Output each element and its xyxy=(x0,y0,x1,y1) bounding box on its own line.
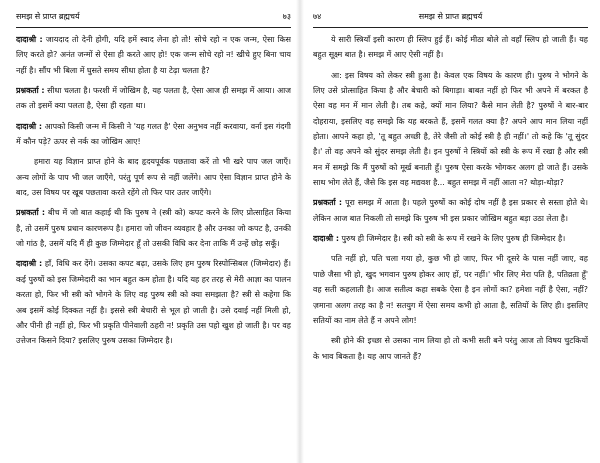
paragraph-text: स्त्री होने की इच्छा से उसका नाम लिया हो तो कभी सती बने परंतु आज तो विषय चुटकियों के भाव बिकता है। यह आप जानते हैं? xyxy=(313,336,588,361)
paragraph xyxy=(16,83,291,114)
left-page-header xyxy=(16,7,291,28)
paragraph xyxy=(16,205,291,251)
speaker-label: प्रश्नकर्ता : xyxy=(313,198,343,208)
paragraph xyxy=(313,251,588,328)
speaker-label: प्रश्नकर्ता : xyxy=(16,86,45,96)
paragraph xyxy=(313,195,588,226)
paragraph-text: पुरुष ही जिम्मेदार है। स्त्री को स्त्री के रूप में रखने के लिए पुरुष ही जिम्मेदार है। xyxy=(339,234,566,244)
left-page xyxy=(16,0,291,463)
paragraph xyxy=(313,333,588,364)
right-page xyxy=(313,0,588,463)
paragraph-text: पति नहीं हो, पति चला गया हो, कुछ भी हो जाए, फिर भी दूसरे के पास नहीं जाए, वह पाछे जैसा भी हो, खुद भगवान पुरुष होकर आए हों, पर नहीं।' भीर लिए मेरा पति है, पतिव्रता हूँ' वह सती कहलाती है। आज सतीत्व कहा सबके ऐसा है इन लोगों का? हमेशा नहीं है ऐसा, नहीं? ज़माना अलग तरह का है न! सतयुग में ऐसा समय कभी हो आता है, सतियों के लिए ही। इसलिए सतियों का नाम लेते हैं न अपने लोग! xyxy=(313,254,588,325)
left-page-body xyxy=(16,28,291,349)
left-running-title: समझ से प्राप्त ब्रह्मचर्य xyxy=(16,12,80,21)
paragraph-text: ये सारी स्त्रियाँ इसी कारण ही स्लिप हुई हैं। कोई मीठा बोले तो वहाँ स्लिप हो जाती हैं। यह बहुत सूक्ष्म बात है। समझ में आए ऐसी नहीं है। xyxy=(313,35,588,60)
paragraph-text: हाँ, विधि कर देंगे। उसका कपट बढ़ा, उसके लिए हम पुरुष रिस्पोन्सिबल (जिम्मेदार) हैं। कई पुरुषों को इस जिम्मेदारी का भान बहुत कम होता है। यदि यह हर तरह से मेरी आज्ञा का पालन करता हो, फिर भी स्त्री को भोगने के लिए वह पुरुष स्त्री को क्या समझता है? स्त्री से कहेगा कि अब इसमें कोई दिक्कत नहीं है। इससे स्त्री बेचारी से भूल हो जाती है। उसे दवाई नहीं मिली हो, और पीनी ही नहीं हो, फिर भी प्रकृति पीनेवाली ठहरी न! प्रकृति उस पहो खुश हो जाती है। पर वह उत्तेजन किसने दिया? इसलिए पुरुष उसका जिम्मेदार है। xyxy=(16,259,291,346)
left-page-number: ७३ xyxy=(282,12,291,21)
speaker-label: दादाश्री : xyxy=(16,259,43,269)
right-page-header xyxy=(313,7,588,28)
paragraph-text: बीच में जो बात कहाई थी कि पुरुष ने (स्त्री को) कपट करने के लिए प्रोत्साहित किया है, तो उसमें पुरुष प्रधान कारणरूप है। हमारा जो जीवन व्यवहार है और उनका जो कपट है, उनकी जो गांठ है, उसमें यदि मैं ही कुछ जिम्मेदार हूँ तो उसकी विधि कर देना ताकि मैं उन्हें छोड़ सकूँ। xyxy=(16,208,291,249)
paragraph-text: हमारा यह विज्ञान प्राप्त होने के बाद हृदयपूर्वक पछतावा करें तो भी खरे पाप जल जाएँ। अन्य लोगों के पाप भी जल जाएँगे, परंतु पूर्ण रूप से नहीं जलेंगे। आप ऐसा विज्ञान प्राप्त होने के बाद, उस विषय पर खूब पछतावा करते रहेंगे तो फिर पार उतर जाएँगे। xyxy=(16,157,291,198)
speaker-label: दादाश्री : xyxy=(313,234,340,244)
speaker-label: दादाश्री : xyxy=(16,35,43,44)
paragraph xyxy=(16,32,291,78)
paragraph-text: पूरा समझ में आता है। पहले पुरुषों का कोई दोष नहीं है इस प्रकार से सस्ता होते थे। लेकिन आज बात निकली तो समझे कि पुरुष भी इस प्रकार जोखिम बहुत बड़ा उठा लेता है। xyxy=(313,198,588,223)
paragraph-text: जायदाद तो देनी होगी, यदि हमें स्वाद लेना हो तो! सोचे रहो न एक जन्म, ऐसा किस लिए करते हो? अनंत जन्मों से ऐसा ही करते आए हो! एक जन्म सोचे रहो न! खीचे हुए बिना चाय नहीं है। सौंप भी बिला में घुसते समय सीधा होता है या टेढ़ा चलता है? xyxy=(16,35,291,75)
right-page-body xyxy=(313,28,588,364)
paragraph xyxy=(16,119,291,150)
paragraph-text: आ: इस विषय को लेकर स्त्री हुआ है। केवल एक विषय के कारण ही। पुरुष ने भोगने के लिए उसे प्रोत्साहित किया है और बेचारी को बिगाड़ा। बाबत नहीं हो फिर भी अपने में बरकत है ऐसा वह मन में मान लेती है। तब कहे, क्यों मान लिया? कैसे मान लेती है? पुरुषों ने बार-बार दोहराया, इसलिए वह समझे कि यह बरकते हैं, इसमें गलत क्या है? अपने आप मान लिया नहीं होता। आपने कहा हो, 'तू बहुत अच्छी है, तेरे जैसी तो कोई स्त्री है ही नहीं।' तो कहे कि 'तू सुंदर है।' तो वह अपने को सुंदर समझ लेती है। इन पुरुषों ने स्त्रियों को स्त्री के रूप में रखा है और स्त्री मन में समझे कि मैं पुरुषों को मूर्ख बनाती हूँ। पुरुष ऐसा करके भोगकर अलग हो जाते हैं। उसके साथ भोग लेते हैं, जैसे कि इस वह मद्यवश है... बहुत समझ में नहीं आता न? थोड़ा-थोड़ा? xyxy=(313,70,588,188)
speaker-label: दादाश्री : xyxy=(16,121,43,131)
paragraph xyxy=(16,154,291,200)
speaker-label: प्रश्नकर्ता : xyxy=(16,208,46,218)
right-page-number: ७४ xyxy=(313,12,322,21)
paragraph-text: आपको किसी जन्म में किसी ने 'यह गलत है' ऐसा अनुभव नहीं करवाया, वर्ना इस गंदगी में कौन पड़े? ऊपर से नर्क का जोखिम आए! xyxy=(16,121,291,147)
paragraph-text: सीधा चलता है। फरशी में जोखिम है, यह पलता है, ऐसा आज ही समझ में आया। आज तक तो इसमें क्या पलता है, ऐसा ही रहता था। xyxy=(16,86,291,111)
book-gutter xyxy=(296,0,304,463)
paragraph xyxy=(313,68,588,191)
paragraph xyxy=(313,32,588,63)
paragraph xyxy=(313,231,588,246)
right-running-title: समझ से प्राप्त ब्रह्मचर्य xyxy=(418,12,483,21)
paragraph xyxy=(16,256,291,348)
